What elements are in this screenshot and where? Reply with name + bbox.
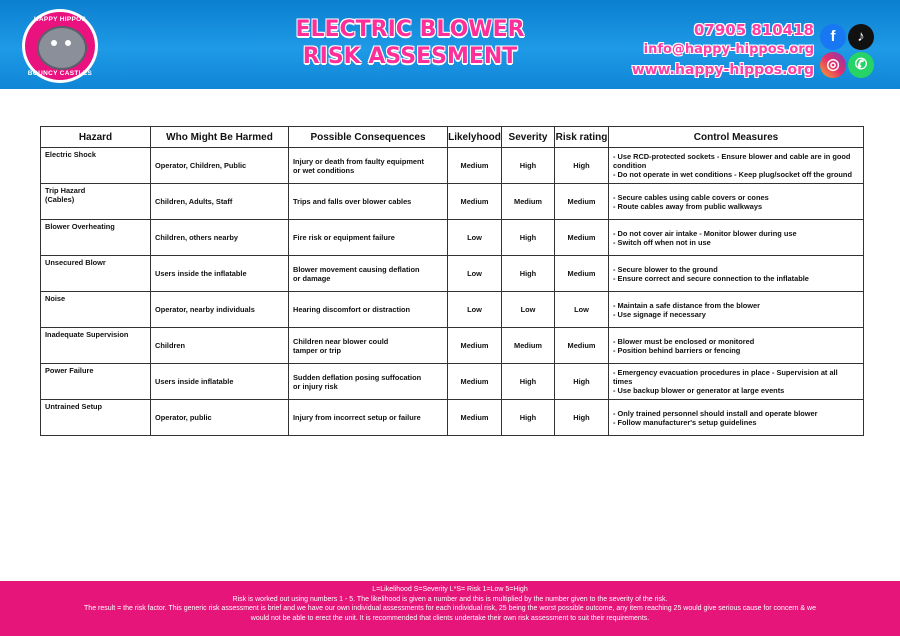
contact-info [632, 20, 814, 80]
risk-rating-cell: High [555, 148, 609, 184]
cell-line: Children, Adults, Staff [155, 197, 233, 206]
severity-cell: High [502, 400, 555, 436]
severity-cell: High [502, 256, 555, 292]
cell-line: Blower Overheating [45, 222, 115, 231]
logo-bottom-text: BOUNCY CASTLES [27, 70, 93, 77]
hazard-cell [41, 184, 151, 220]
consequence-cell [289, 400, 448, 436]
cell-line: Children [155, 341, 185, 350]
hazard-cell [41, 364, 151, 400]
cell-line: - Blower must be enclosed or monitored [613, 336, 755, 346]
cell-line: - Use RCD-protected sockets - Ensure blower and cable are in good condition [613, 152, 851, 170]
severity-cell: Medium [502, 328, 555, 364]
control-measures-cell [609, 220, 864, 256]
cell-line: Unsecured Blowr [45, 258, 106, 267]
cell-line: Trips and falls over blower cables [293, 197, 412, 206]
risk-rating-cell: High [555, 400, 609, 436]
who-cell [151, 400, 289, 436]
cell-line: - Secure blower to the ground [613, 264, 718, 274]
cell-line: - Secure cables using cable covers or cones [613, 192, 769, 202]
who-cell [151, 328, 289, 364]
risk-rating-cell: Low [555, 292, 609, 328]
severity-cell: Medium [502, 184, 555, 220]
who-cell [151, 184, 289, 220]
title-line-2: RISK ASSESMENT [302, 44, 518, 69]
cell-line: Noise [45, 294, 66, 303]
footer-line-3: The result = the risk factor. This generic risk assessment is brief and we have our own individual assessments for each individual risk, 25 being the worst possible outcome, any item reaching 25 would give serious cause for concern & we [84, 605, 816, 612]
who-cell [151, 148, 289, 184]
cell-line: Blower movement causing deflation [293, 264, 420, 274]
cell-line: - Use signage if necessary [613, 309, 706, 319]
risk-assessment-table [40, 126, 864, 436]
consequence-cell [289, 364, 448, 400]
cell-line: Hearing discomfort or distraction [293, 305, 411, 314]
cell-line: - Do not operate in wet conditions - Keep plug/socket off the ground [613, 170, 852, 179]
cell-line: - Do not cover air intake - Monitor blower during use [613, 228, 797, 238]
cell-line: Users inside the inflatable [155, 269, 247, 278]
risk-rating-cell: Medium [555, 184, 609, 220]
who-cell [151, 364, 289, 400]
footer-notes [0, 581, 900, 636]
whatsapp-icon[interactable]: ✆ [848, 52, 874, 78]
cell-line: Injury or death from faulty equipment [293, 156, 424, 166]
who-cell [151, 256, 289, 292]
cell-line: - Route cables away from public walkways [613, 201, 763, 211]
cell-line: - Emergency evacuation procedures in place - Supervision at all times [613, 368, 838, 386]
page-title [290, 16, 530, 70]
footer-line-2: Risk is worked out using numbers 1 - 5. The likelihood is given a number and this is multiplied by the number given to the severity of the risk. [232, 595, 668, 603]
consequence-cell [289, 328, 448, 364]
likelihood-cell: Low [448, 292, 502, 328]
control-measures-cell [609, 400, 864, 436]
table-row [41, 256, 864, 292]
header-control-measures: Control Measures [609, 127, 864, 148]
consequence-cell [289, 220, 448, 256]
hazard-cell [41, 400, 151, 436]
consequence-cell [289, 292, 448, 328]
who-cell [151, 292, 289, 328]
who-cell [151, 220, 289, 256]
control-measures-cell [609, 184, 864, 220]
cell-line: or wet conditions [293, 165, 355, 175]
likelihood-cell: Low [448, 256, 502, 292]
cell-line: Children near blower could [293, 336, 389, 346]
likelihood-cell: Medium [448, 184, 502, 220]
footer-legend: L=Likelihood S=Severity L*S= Risk 1=Low 5=High [372, 586, 528, 593]
header-who: Who Might Be Harmed [151, 127, 289, 148]
table-row [41, 184, 864, 220]
cell-line: - Use backup blower or generator at large events [613, 386, 785, 395]
cell-line: - Only trained personnel should install and operate blower [613, 408, 818, 418]
severity-cell: High [502, 220, 555, 256]
consequence-cell [289, 184, 448, 220]
cell-line: Trip Hazard [45, 186, 86, 195]
hippo-icon [37, 26, 87, 70]
severity-cell: Low [502, 292, 555, 328]
cell-line: Sudden deflation posing suffocation [293, 372, 422, 382]
phone-number[interactable]: 07905 810418 [693, 21, 814, 39]
header-severity: Severity [502, 127, 555, 148]
instagram-icon[interactable]: ◎ [820, 52, 846, 78]
consequence-cell [289, 256, 448, 292]
header-risk-rating: Risk rating [555, 127, 609, 148]
hazard-cell [41, 292, 151, 328]
control-measures-cell [609, 292, 864, 328]
logo-top-text: HAPPY HIPPOS [33, 16, 87, 23]
control-measures-cell [609, 148, 864, 184]
company-logo[interactable] [22, 9, 98, 83]
control-measures-cell [609, 328, 864, 364]
tiktok-icon[interactable]: ♪ [848, 24, 874, 50]
facebook-icon[interactable]: f [820, 24, 846, 50]
cell-line: Operator, nearby individuals [155, 305, 255, 314]
table-row [41, 220, 864, 256]
table-row [41, 292, 864, 328]
footer-line-4: would not be able to erect the unit. It is recommended that clients undertake their own risk assessment to suit their requirements. [250, 614, 650, 622]
risk-rating-cell: Medium [555, 256, 609, 292]
cell-line: Fire risk or equipment failure [293, 233, 395, 242]
cell-line: Operator, public [155, 413, 212, 422]
cell-line: Power Failure [45, 366, 94, 375]
cell-line: - Switch off when not in use [613, 237, 711, 247]
cell-line: Untrained Setup [45, 402, 103, 411]
cell-line: (Cables) [45, 195, 75, 204]
cell-line: or injury risk [293, 381, 338, 391]
table-header-row [41, 127, 864, 148]
header-hazard: Hazard [41, 127, 151, 148]
risk-rating-cell: Medium [555, 328, 609, 364]
table-row [41, 328, 864, 364]
hazard-cell [41, 148, 151, 184]
control-measures-cell [609, 256, 864, 292]
cell-line: - Position behind barriers or fencing [613, 345, 741, 355]
cell-line: tamper or trip [293, 345, 342, 355]
cell-line: or damage [293, 273, 331, 283]
consequence-cell [289, 148, 448, 184]
likelihood-cell: Medium [448, 328, 502, 364]
risk-rating-cell: High [555, 364, 609, 400]
cell-line: - Ensure correct and secure connection to the inflatable [613, 273, 809, 283]
table-row [41, 364, 864, 400]
hazard-cell [41, 220, 151, 256]
severity-cell: High [502, 148, 555, 184]
control-measures-cell [609, 364, 864, 400]
hazard-cell [41, 328, 151, 364]
header-banner [0, 0, 900, 89]
likelihood-cell: Low [448, 220, 502, 256]
likelihood-cell: Medium [448, 364, 502, 400]
cell-line: Inadequate Supervision [45, 330, 129, 339]
website-link[interactable]: www.happy-hippos.org [631, 62, 814, 78]
table-row [41, 400, 864, 436]
email-address[interactable]: info@happy-hippos.org [643, 42, 814, 57]
likelihood-cell: Medium [448, 400, 502, 436]
table-row [41, 148, 864, 184]
risk-rating-cell: Medium [555, 220, 609, 256]
title-line-1: ELECTRIC BLOWER [295, 17, 525, 42]
likelihood-cell: Medium [448, 148, 502, 184]
cell-line: Users inside inflatable [155, 377, 234, 386]
cell-line: Children, others nearby [155, 233, 238, 242]
header-consequences: Possible Consequences [289, 127, 448, 148]
cell-line: - Maintain a safe distance from the blower [613, 300, 761, 310]
hazard-cell [41, 256, 151, 292]
cell-line: - Follow manufacturer's setup guidelines [613, 417, 757, 427]
header-likelihood: Likelyhood [448, 127, 502, 148]
cell-line: Electric Shock [45, 150, 96, 159]
severity-cell: High [502, 364, 555, 400]
cell-line: Injury from incorrect setup or failure [293, 413, 421, 422]
cell-line: Operator, Children, Public [155, 161, 247, 170]
